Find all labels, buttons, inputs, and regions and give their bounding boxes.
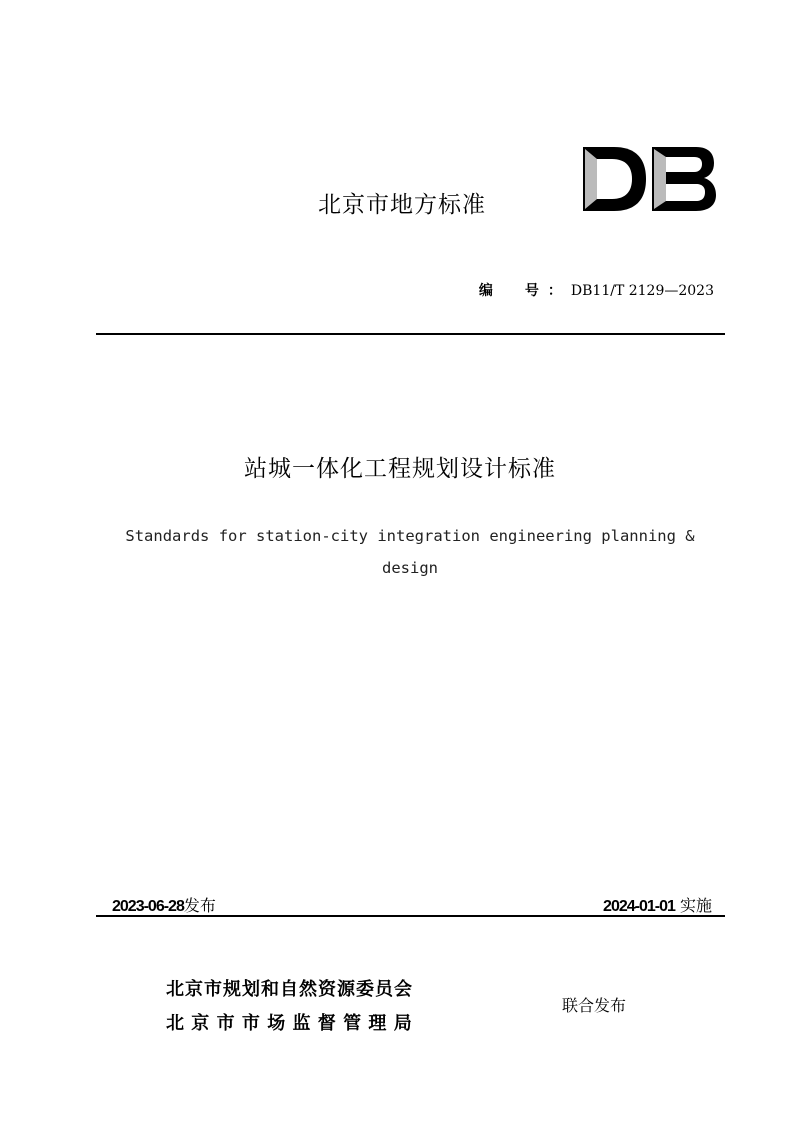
issue-date-value: 2023-06-28 xyxy=(112,898,184,915)
issuer-market-regulation: 北京市市场监督管理局 xyxy=(166,1013,419,1034)
title-chinese: 站城一体化工程规划设计标准 xyxy=(244,456,556,482)
standard-category: 北京市地方标准 xyxy=(318,192,486,218)
db-logo xyxy=(580,143,718,215)
standard-number xyxy=(479,280,714,300)
issuer-planning-commission: 北京市规划和自然资源委员会 xyxy=(166,979,413,1000)
implementation-date-value: 2024-01-01 xyxy=(603,898,675,915)
standard-number-label: 编 号： xyxy=(478,283,571,299)
title-english: Standards for station-city integration engineering planning & design xyxy=(125,527,695,577)
standard-number-value: DB11/T 2129—2023 xyxy=(570,283,714,299)
joint-release-label: 联合发布 xyxy=(562,996,627,1015)
implementation-date-suffix: 实施 xyxy=(679,896,712,915)
top-divider xyxy=(96,333,725,335)
issue-date-suffix: 发布 xyxy=(183,896,216,915)
implementation-date xyxy=(603,893,712,916)
bottom-divider xyxy=(96,915,725,917)
issue-date xyxy=(112,893,216,916)
